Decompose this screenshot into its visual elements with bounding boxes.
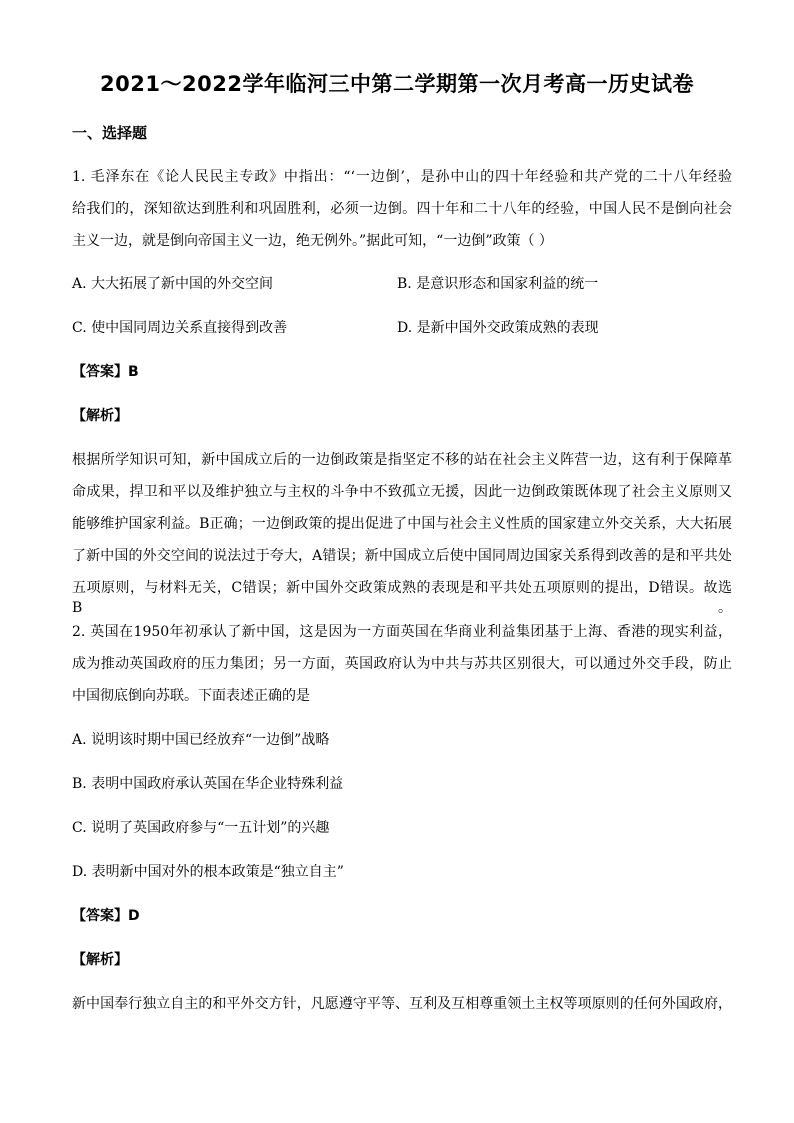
q1-stem-line-1: 1. 毛泽东在《论人民民主专政》中指出：“‘一边倒’，是孙中山的四十年经验和共产党的二十八年经验 bbox=[72, 169, 732, 185]
q1-analysis-line-2: 命成果，捍卫和平以及维护独立与主权的斗争中不致孤立无援，因此一边倒政策既体现了社会主义原则又 bbox=[72, 484, 732, 500]
q2-option-b: B. 表明中国政府承认英国在华企业特殊利益 bbox=[72, 776, 344, 792]
q1-option-a: A. 大大拓展了新中国的外交空间 bbox=[72, 276, 274, 292]
q2-stem-line-2: 成为推动英国政府的压力集团；另一方面，英国政府认为中共与苏共区别很大，可以通过外交手段，防止 bbox=[72, 656, 732, 672]
q2-option-c: C. 说明了英国政府参与“一五计划”的兴趣 bbox=[72, 820, 330, 836]
q1-option-c: C. 使中国同周边关系直接得到改善 bbox=[72, 320, 288, 336]
q2-option-d: D. 表明新中国对外的根本政策是“独立自主” bbox=[72, 864, 344, 880]
q1-analysis-line-5: 五项原则，与材料无关，C错误；新中国外交政策成熟的表现是和平共处五项原则的提出，D错误。故选B。 bbox=[72, 580, 732, 616]
exam-title: 2021～2022学年临河三中第二学期第一次月考高一历史试卷 bbox=[100, 72, 694, 96]
q1-analysis-line-1: 根据所学知识可知，新中国成立后的一边倒政策是指坚定不移的站在社会主义阵营一边，这有利于保障革 bbox=[72, 452, 732, 468]
q2-option-a: A. 说明该时期中国已经放弃“一边倒”战略 bbox=[72, 732, 330, 748]
q2-stem-line-1: 2. 英国在1950年初承认了新中国，这是因为一方面英国在华商业利益集团基于上海、香港的现实利益， bbox=[72, 624, 732, 640]
q1-stem-line-3: 主义一边，就是倒向帝国主义一边，绝无例外。”据此可知，“一边倒”政策（ ） bbox=[72, 233, 553, 249]
q1-analysis-label: 【解析】 bbox=[72, 408, 128, 424]
q1-answer: 【答案】B bbox=[72, 364, 139, 380]
q1-analysis-line-4: 了新中国的外交空间的说法过于夸大，A错误；新中国成立后使中国同周边国家关系得到改善的是和平共处 bbox=[72, 548, 732, 564]
q1-stem-line-2: 给我们的，深知欲达到胜利和巩固胜利，必须一边倒。四十年和二十八年的经验，中国人民不是倒向社会 bbox=[72, 201, 732, 217]
q1-option-b: B. 是意识形态和国家利益的统一 bbox=[397, 276, 599, 292]
q2-analysis-line-1: 新中国奉行独立自主的和平外交方针，凡愿遵守平等、互利及互相尊重领土主权等项原则的任何外国政府， bbox=[72, 996, 732, 1012]
q1-analysis-line-3: 能够维护国家利益。B正确；一边倒政策的提出促进了中国与社会主义性质的国家建立外交关系，大大拓展 bbox=[72, 516, 732, 532]
q1-option-d: D. 是新中国外交政策成熟的表现 bbox=[397, 320, 599, 336]
section-heading-multiple-choice: 一、选择题 bbox=[72, 124, 148, 142]
q2-analysis-label: 【解析】 bbox=[72, 952, 128, 968]
q2-stem-line-3: 中国彻底倒向苏联。下面表述正确的是 bbox=[72, 688, 310, 704]
q2-answer: 【答案】D bbox=[72, 908, 140, 924]
